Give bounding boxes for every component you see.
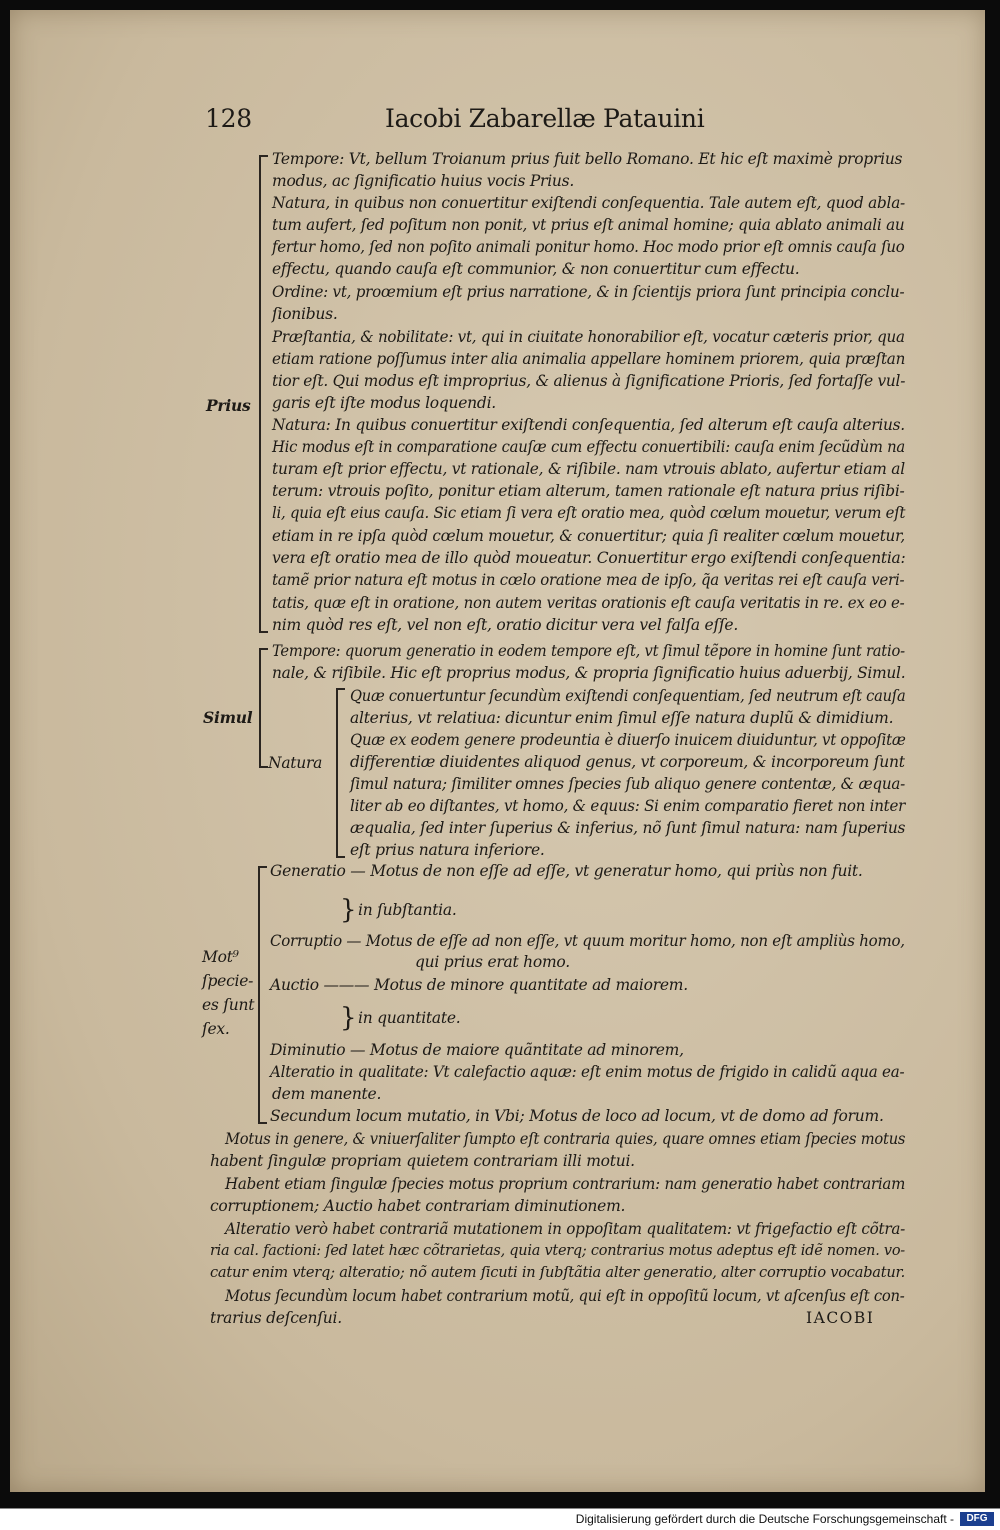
- label-prius: Prius: [206, 396, 251, 415]
- footer-text: Digitalisierung gefördert durch die Deutsche Forschungsgemeinschaft -: [575, 1512, 954, 1526]
- motus-diminutio: Diminutio — Motus de maiore quãntitate ad minorem,: [270, 1041, 684, 1059]
- brace-motus: [258, 866, 260, 1124]
- label-motus-4: ſex.: [202, 1020, 230, 1038]
- paragraph-line: ria cal. factioni: ſed latet hæc cõtrarietas, quia vterq; contrarius motus adeptus eſt idẽ nomen. vo-: [210, 1242, 905, 1259]
- prius-line: Hic modus eſt in comparatione cauſæ cum effectu conuertibili: cauſa enim ſecũdùm na: [272, 438, 906, 456]
- paragraph-line: corruptionem; Auctio habet contrariam diminutionem.: [210, 1197, 626, 1215]
- prius-line: ſionibus.: [272, 305, 338, 323]
- motus-alteratio-cont: dem manente.: [272, 1085, 382, 1103]
- brace-natura-bottom: [336, 856, 345, 858]
- label-natura-sub: Natura: [268, 754, 323, 772]
- prius-line: Ordine: vt, proœmium eſt prius narratione, & in ſcientijs priora ſunt principia conclu-: [272, 283, 905, 301]
- paragraph-line: Motus ſecundùm locum habet contrarium motũ, qui eſt in oppoſitũ locum, vt aſcenſus eſt con-: [225, 1287, 905, 1305]
- simul-natura-b-3: ſimul natura; ſimiliter omnes ſpecies ſub aliquo genere contentæ, & æqua-: [350, 775, 905, 793]
- brace-simul-bottom: [259, 766, 268, 768]
- motus-corruptio: Corruptio — Motus de eſſe ad non eſſe, vt quum moritur homo, non eſt ampliùs homo,: [270, 932, 905, 950]
- prius-line: modus, ac ſignificatio huius vocis Prius.: [272, 172, 575, 190]
- prius-line: tatis, quæ eſt in oratione, non autem veritas orationis eſt cauſa veritatis in re. ex eo e-: [272, 594, 905, 612]
- label-motus-2: ſpecie-: [202, 972, 254, 990]
- brace-simul-top: [259, 648, 268, 650]
- simul-natura-a-2: alterius, vt relatiua: dicuntur enim ſimul eſſe natura duplũ & dimidium.: [350, 709, 894, 727]
- motus-in-substantia: in ſubſtantia.: [358, 901, 457, 919]
- footer-bar: [0, 1508, 1000, 1530]
- paragraph-line: trarius deſcenſui.: [210, 1309, 342, 1327]
- brace-motus-bottom: [258, 1122, 267, 1124]
- prius-line: vera eſt oratio mea de illo quòd moueatur. Conuertitur ergo exiſtendi conſequentia:: [272, 549, 906, 567]
- prius-line: garis eſt iſte modus loquendi.: [272, 394, 496, 412]
- dfg-logo: DFG: [960, 1512, 994, 1526]
- prius-line: terum: vtrouis poſito, ponitur etiam alterum, tamen rationale eſt natura prius riſibi-: [272, 482, 905, 500]
- simul-natura-b-6: eſt prius natura inferiore.: [350, 841, 545, 859]
- brace-prius-top: [259, 155, 268, 157]
- label-motus-3: es ſunt: [202, 996, 255, 1014]
- motus-alteratio: Alteratio in qualitate: Vt calefactio aquæ: eſt enim motus de frigido in calidũ aqua ea-: [270, 1063, 905, 1081]
- prius-line: etiam ratione poſſumus inter alia animalia appellare hominem priorem, quia præſtan: [272, 350, 906, 368]
- motus-brace-substantia: }: [340, 895, 357, 925]
- brace-simul: [259, 648, 261, 768]
- prius-line: Natura, in quibus non conuertitur exiſtendi conſequentia. Tale autem eſt, quod abla-: [272, 194, 905, 212]
- prius-line: Tempore: Vt, bellum Troianum prius fuit bello Romano. Et hic eſt maximè proprius: [272, 150, 903, 168]
- motus-brace-quantitate: }: [340, 1003, 357, 1033]
- simul-natura-a-1: Quæ conuertuntur ſecundùm exiſtendi conſequentiam, ſed neutrum eſt cauſa: [350, 687, 906, 705]
- prius-line: tum aufert, ſed poſitum non ponit, vt prius eſt animal homine; quia ablato animali au: [272, 216, 905, 234]
- catchword: IACOBI: [806, 1309, 875, 1327]
- prius-line: tior eſt. Qui modus eſt improprius, & alienus à ſignificatione Prioris, ſed fortaſſe vul-: [272, 372, 906, 390]
- brace-prius: [259, 155, 261, 633]
- paragraph-line: Motus in genere, & vniuerſaliter ſumpto eſt contraria quies, quare omnes etiam ſpecies motus: [225, 1130, 906, 1148]
- simul-natura-b-5: æqualia, ſed inter ſuperius & inferius, nõ ſunt ſimul natura: nam ſuperius: [350, 819, 906, 837]
- motus-corruptio-cont: qui prius erat homo.: [415, 953, 570, 971]
- prius-line: li, quia eſt eius cauſa. Sic etiam ſi vera eſt oratio mea, quòd cœlum mouetur, verum eſt: [272, 504, 906, 522]
- label-motus-1: Mot⁹: [202, 948, 239, 966]
- brace-natura: [336, 688, 338, 858]
- simul-tempore-1: Tempore: quorum generatio in eodem tempore eſt, vt ſimul tẽpore in homine ſunt ratio-: [272, 642, 905, 660]
- prius-line: turam eſt prior effectu, vt rationale, & riſibile. nam vtrouis ablato, aufertur etiam al: [272, 460, 905, 478]
- page-number: 128: [205, 104, 252, 133]
- prius-line: etiam in re ipſa quòd cœlum mouetur, & conuertitur; quia ſi realiter cœlum mouetur,: [272, 527, 905, 545]
- brace-prius-bottom: [259, 631, 268, 633]
- simul-natura-b-2: differentiæ diuidentes aliquod genus, vt corporeum, & incorporeum ſunt: [350, 753, 905, 771]
- simul-tempore-2: nale, & riſibile. Hic eſt proprius modus, & propria ſignificatio huius aduerbij, Simul.: [272, 664, 906, 682]
- prius-line: nim quòd res eſt, vel non eſt, oratio dicitur vera vel falſa eſſe.: [272, 616, 739, 634]
- motus-secundum: Secundum locum mutatio, in Vbi; Motus de loco ad locum, vt de domo ad forum.: [270, 1107, 884, 1125]
- brace-natura-top: [336, 688, 345, 690]
- paragraph-line: Habent etiam ſingulæ ſpecies motus proprium contrarium: nam generatio habet contrariam: [225, 1175, 906, 1193]
- running-title: Iacobi Zabarellæ Patauini: [385, 104, 705, 133]
- simul-natura-b-4: liter ab eo diſtantes, vt homo, & equus: Si enim comparatio fieret non inter: [350, 797, 906, 815]
- motus-generatio: Generatio — Motus de non eſſe ad eſſe, vt generatur homo, qui priùs non fuit.: [270, 862, 863, 880]
- paragraph-line: catur enim vterq; alteratio; nõ autem ſicuti in ſubſtãtia alter generatio, alter corruptio vocabatur.: [210, 1264, 906, 1281]
- prius-line: effectu, quando cauſa eſt communior, & non conuertitur cum effectu.: [272, 260, 800, 278]
- prius-line: Natura: In quibus conuertitur exiſtendi conſequentia, ſed alterum eſt cauſa alterius.: [272, 416, 905, 434]
- brace-motus-top: [258, 866, 267, 868]
- motus-in-quantitate: in quantitate.: [358, 1009, 461, 1027]
- simul-natura-b-1: Quæ ex eodem genere prodeuntia è diuerſo inuicem diuiduntur, vt oppoſitæ: [350, 731, 906, 749]
- paragraph-line: habent ſingulæ propriam quietem contrariam illi motui.: [210, 1152, 635, 1170]
- prius-line: tamẽ prior natura eſt motus in cœlo oratione mea de ipſo, q̃a veritas rei eſt cauſa veri-: [272, 571, 905, 589]
- label-simul: Simul: [203, 708, 253, 727]
- paragraph-line: Alteratio verò habet contrariã mutationem in oppoſitam qualitatem: vt frigefactio eſt cõtra-: [225, 1220, 906, 1238]
- prius-line: Præſtantia, & nobilitate: vt, qui in ciuitate honorabilior eſt, vocatur cæteris prior, qua: [272, 328, 905, 346]
- prius-line: fertur homo, ſed non poſito animali ponitur homo. Hoc modo prior eſt omnis cauſa ſuo: [272, 238, 905, 256]
- motus-auctio: Auctio ——— Motus de minore quantitate ad maiorem.: [270, 976, 688, 994]
